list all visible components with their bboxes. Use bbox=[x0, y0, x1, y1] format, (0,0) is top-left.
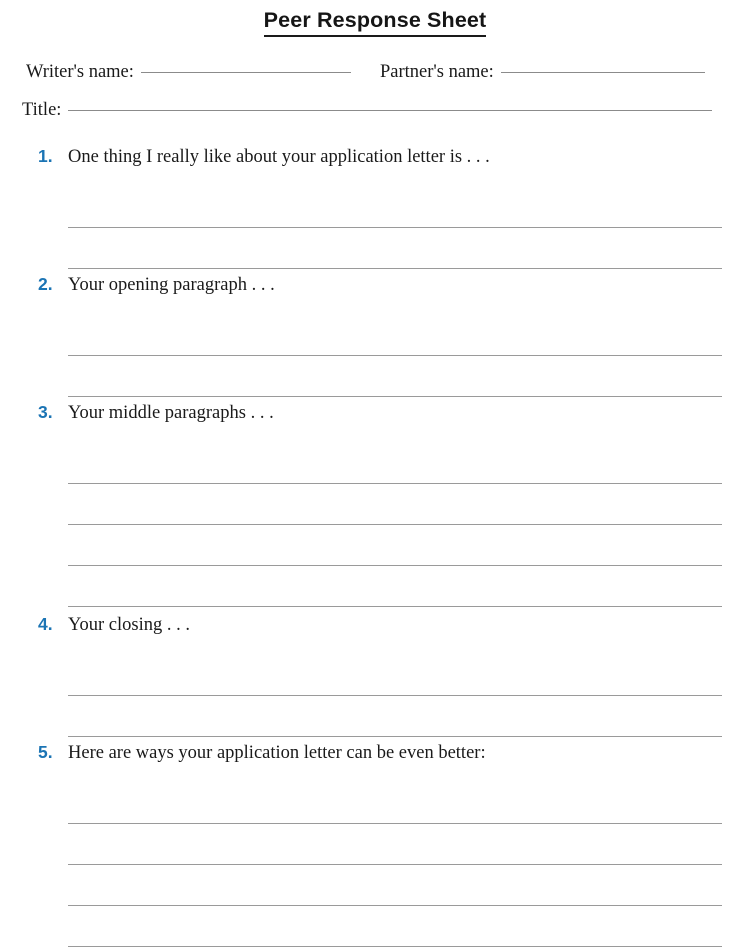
list-item bbox=[0, 146, 750, 168]
answer-line[interactable] bbox=[68, 315, 722, 356]
partner-name-label: Partner's name: bbox=[380, 62, 494, 82]
item-4-prompt: Your closing . . . bbox=[68, 615, 190, 635]
answer-line[interactable] bbox=[68, 696, 722, 737]
answer-line[interactable] bbox=[68, 356, 722, 397]
list-item bbox=[0, 742, 750, 764]
item-3-number: 3. bbox=[38, 402, 53, 422]
item-2-heading bbox=[0, 274, 750, 296]
item-5-prompt: Here are ways your application letter can be even better: bbox=[68, 743, 486, 763]
answer-line[interactable] bbox=[68, 525, 722, 566]
list-item bbox=[0, 274, 750, 296]
partner-name-input[interactable] bbox=[501, 72, 705, 73]
writer-name-input[interactable] bbox=[141, 72, 351, 73]
item-1-prompt: One thing I really like about your application letter is . . . bbox=[68, 147, 490, 167]
item-2-prompt: Your opening paragraph . . . bbox=[68, 275, 275, 295]
item-2-answer-area bbox=[68, 315, 722, 397]
answer-line[interactable] bbox=[68, 906, 722, 947]
writer-name-field-row bbox=[26, 62, 351, 83]
item-5-number: 5. bbox=[38, 742, 53, 762]
answer-line[interactable] bbox=[68, 484, 722, 525]
list-item bbox=[0, 614, 750, 636]
answer-line[interactable] bbox=[68, 228, 722, 269]
answer-line[interactable] bbox=[68, 655, 722, 696]
item-4-number: 4. bbox=[38, 614, 53, 634]
answer-line[interactable] bbox=[68, 783, 722, 824]
item-4-heading bbox=[0, 614, 750, 636]
item-3-answer-area bbox=[68, 443, 722, 607]
answer-line[interactable] bbox=[68, 443, 722, 484]
item-4-answer-area bbox=[68, 655, 722, 737]
item-1-heading bbox=[0, 146, 750, 168]
list-item bbox=[0, 402, 750, 424]
answer-line[interactable] bbox=[68, 865, 722, 906]
item-5-heading bbox=[0, 742, 750, 764]
page-title: Peer Response Sheet bbox=[264, 8, 487, 37]
title-field-row bbox=[22, 100, 712, 121]
answer-line[interactable] bbox=[68, 824, 722, 865]
title-label: Title: bbox=[22, 100, 62, 120]
title-input[interactable] bbox=[68, 110, 712, 111]
item-5-answer-area bbox=[68, 783, 722, 947]
item-3-heading bbox=[0, 402, 750, 424]
item-1-number: 1. bbox=[38, 146, 53, 166]
item-2-number: 2. bbox=[38, 274, 53, 294]
item-3-prompt: Your middle paragraphs . . . bbox=[68, 403, 274, 423]
answer-line[interactable] bbox=[68, 566, 722, 607]
partner-name-field-row bbox=[380, 62, 705, 83]
item-1-answer-area bbox=[68, 187, 722, 269]
answer-line[interactable] bbox=[68, 187, 722, 228]
writer-name-label: Writer's name: bbox=[26, 62, 134, 82]
page-title-container bbox=[0, 8, 750, 37]
